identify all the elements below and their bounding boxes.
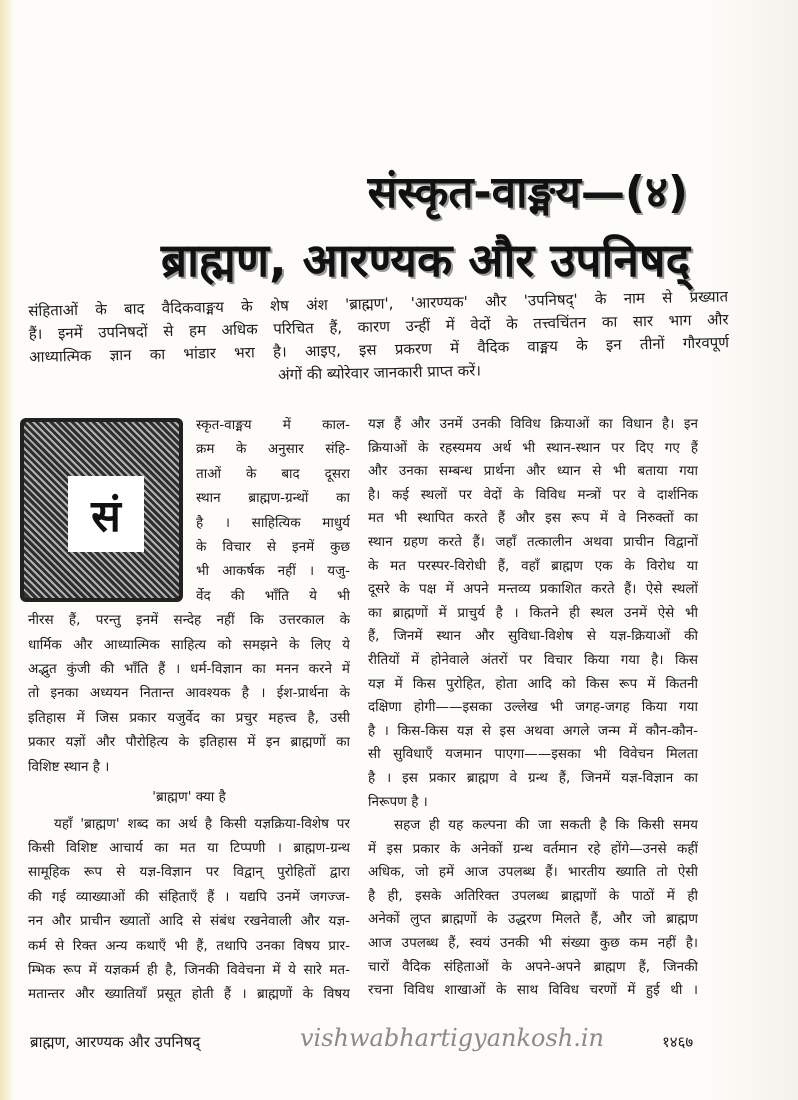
running-footer-title: ब्राह्मण, आरण्यक और उपनिषद् bbox=[30, 1033, 201, 1051]
section-heading: 'ब्राह्मण' क्या है bbox=[152, 789, 226, 806]
text-line: यज्ञ में किस पुरोहित, होता आदि को किस रूप में कितनी bbox=[368, 675, 698, 692]
text-line: कर्म से रिक्त अन्य कथाएँ भी हैं, तथापि उनका विषय प्रार- bbox=[28, 937, 350, 954]
intro-paragraph bbox=[28, 285, 730, 392]
text-line: स्कृत-वाङ्मय में काल- bbox=[196, 417, 350, 433]
text-line: में इस प्रकार के अनेकों ग्रन्थ वर्तमान रहे होंगे—उनसे कहीं bbox=[368, 840, 698, 857]
text-line: सामूहिक रूप से यज्ञ-विज्ञान पर विद्वान् पुरोहितों द्वारा bbox=[28, 864, 350, 881]
text-line: र्वेद की भाँति ये भी bbox=[196, 587, 350, 604]
text-line: प्रकार यज्ञों और पौरोहित्य के इतिहास में इन ब्राह्मणों का bbox=[28, 734, 350, 751]
text-line: तो इनका अध्ययन नितान्त आवश्यक है । ईश-प्रार्थना के bbox=[28, 685, 350, 702]
intro-line: हैं। इनमें उपनिषदों से हम अधिक परिचित हैं, कारण उन्हीं में वेदों के तत्त्वचिंतन का सार भाग और bbox=[28, 310, 729, 343]
text-line: सी सुविधाएँ यजमान पाएगा——इसका भी विवेचन मिलता bbox=[368, 746, 698, 763]
text-line: के मत परस्पर-विरोधी हैं, वहाँ ब्राह्मण एक के विरोध या bbox=[368, 557, 698, 574]
left-column bbox=[28, 413, 350, 1007]
text-line: दक्षिणा होगी——इसका उल्लेख भी जगह-जगह किया गया bbox=[368, 699, 698, 716]
text-line: की गई व्याख्याओं की संहिताएँ हैं । यद्यपि उनमें जगज्ज- bbox=[28, 888, 350, 905]
text-line: और उनका सम्बन्ध प्रार्थना और ध्यान से भी बताया गया bbox=[368, 463, 698, 480]
text-line: है। कई स्थलों पर वेदों के विविध मन्त्रों पर वे दार्शनिक bbox=[368, 486, 698, 503]
text-line: इतिहास में जिस प्रकार यजुर्वेद का प्रचुर महत्त्व है, उसी bbox=[28, 709, 350, 726]
text-line: दूसरे के पक्ष में अपने मन्तव्य प्रकाशित करते हैं। ऐसे स्थलों bbox=[368, 581, 698, 598]
text-line: नीरस हैं, परन्तु इनमें सन्देह नहीं कि उत्तरकाल के bbox=[28, 612, 350, 629]
page-edge-right bbox=[708, 0, 798, 1100]
text-line: यज्ञ हैं और उनमें उनकी विविध क्रियाओं का विधान है। इन bbox=[368, 416, 698, 432]
text-line: चारों वैदिक संहिताओं के अपने-अपने ब्राह्मण हैं, जिनकी bbox=[368, 958, 698, 975]
text-line: है ही, इसके अतिरिक्त उपलब्ध ब्राह्मणों के पाठों में ही bbox=[368, 887, 698, 904]
text-line: निरूपण है । bbox=[368, 793, 428, 810]
text-line: मतान्तर और ख्यातियाँ प्रसूत होती हैं । ब्राह्मणों के विषय bbox=[28, 986, 350, 1003]
text-line: है । साहित्यिक माधुर्य bbox=[196, 514, 350, 531]
series-title: संस्कृत-वाङ्मय—(४) bbox=[367, 167, 688, 218]
text-line: अद्भुत कुंजी की भाँति हैं । धर्म-विज्ञान का मनन करने में bbox=[28, 661, 350, 678]
chapter-title: ब्राह्मण, आरण्यक और उपनिषद् bbox=[160, 233, 690, 287]
text-line: भी आकर्षक नहीं । यजु- bbox=[196, 563, 350, 580]
intro-line: अंगों की ब्योरेवार जानकारी प्राप्त करें। bbox=[278, 361, 482, 384]
text-line: क्रम के अनुसार संहि- bbox=[196, 441, 350, 458]
page-edge-shadow bbox=[0, 0, 14, 1100]
text-line: रीतियों में होनेवाले अंतरों पर विचार किया गया है। किस bbox=[368, 651, 698, 668]
text-line: है । इस प्रकार ब्राह्मण वे ग्रन्थ हैं, जिनमें यज्ञ-विज्ञान का bbox=[368, 769, 698, 786]
text-line: ताओं के बाद दूसरा bbox=[196, 465, 350, 482]
intro-line: संहिताओं के बाद वैदिकवाङ्मय के शेष अंश 'ब्राह्मण', 'आरण्यक' और 'उपनिषद्' के नाम से प्रख्यात bbox=[28, 287, 729, 320]
text-line: मत भी स्थापित करते हैं और इस रूप में वे निरुक्तों का bbox=[368, 510, 698, 527]
text-line: हैं, जिनमें स्थान और सुविधा-विशेष से यज्ञ-क्रियाओं की bbox=[368, 628, 698, 645]
right-column bbox=[368, 413, 698, 1003]
text-line: अधिक, जो हमें आज उपलब्ध हैं। भारतीय ख्याति तो ऐसी bbox=[368, 864, 698, 881]
text-line: क्रियाओं के रहस्यमय अर्थ भी स्थान-स्थान पर दिए गए हैं bbox=[368, 439, 698, 456]
page-number: १४६७ bbox=[662, 1033, 694, 1051]
text-line: म्भिक रूप में यज्ञकर्म ही है, जिनकी विवेचना में ये सारे मत- bbox=[28, 961, 350, 978]
text-line: आज उपलब्ध हैं, स्वयं उनकी भी संख्या कुछ कम नहीं है। bbox=[368, 935, 698, 952]
text-line: के विचार से इनमें कुछ bbox=[196, 539, 350, 556]
text-line: का ब्राह्मणों में प्राचुर्य है । कितने ही स्थल उनमें ऐसे भी bbox=[368, 604, 698, 621]
text-line: धार्मिक और आध्यात्मिक साहित्य को समझने के लिए ये bbox=[28, 636, 350, 653]
watermark: vishwabhartigyankosh.in bbox=[300, 1024, 604, 1052]
text-line: अनेकों लुप्त ब्राह्मणों के उद्धरण मिलते हैं, और जो ब्राह्मण bbox=[368, 911, 698, 928]
text-line: विशिष्ट स्थान है । bbox=[28, 758, 110, 775]
drop-cap-letter: सं bbox=[68, 476, 144, 552]
text-line: स्थान ब्राह्मण-ग्रन्थों का bbox=[196, 490, 350, 507]
text-line: रचना विविध शाखाओं के साथ विविध चरणों में हुई थी । bbox=[368, 982, 698, 999]
text-line: स्थान ग्रहण करते हैं। जहाँ तत्कालीन अथवा प्राचीन विद्वानों bbox=[368, 533, 698, 550]
text-line: सहज ही यह कल्पना की जा सकती है कि किसी समय bbox=[394, 817, 698, 834]
text-line: नन और प्राचीन ख्यातों आदि से संबंध रखनेवाली और यज्ञ- bbox=[28, 913, 350, 930]
text-line: यहाँ 'ब्राह्मण' शब्द का अर्थ है किसी यज्ञक्रिया-विशेष पर bbox=[54, 815, 350, 832]
intro-line: आध्यात्मिक ज्ञान का भांडार भरा है। आइए, इस प्रकरण में वैदिक वाङ्मय के इन तीनों गौरवपूर्ण bbox=[29, 333, 730, 366]
text-line: किसी विशिष्ट आचार्य का मत या टिप्पणी । ब्राह्मण-ग्रन्थ bbox=[28, 839, 350, 856]
text-line: है । किस-किस यज्ञ से इस अथवा अगले जन्म में कौन-कौन- bbox=[368, 722, 698, 739]
